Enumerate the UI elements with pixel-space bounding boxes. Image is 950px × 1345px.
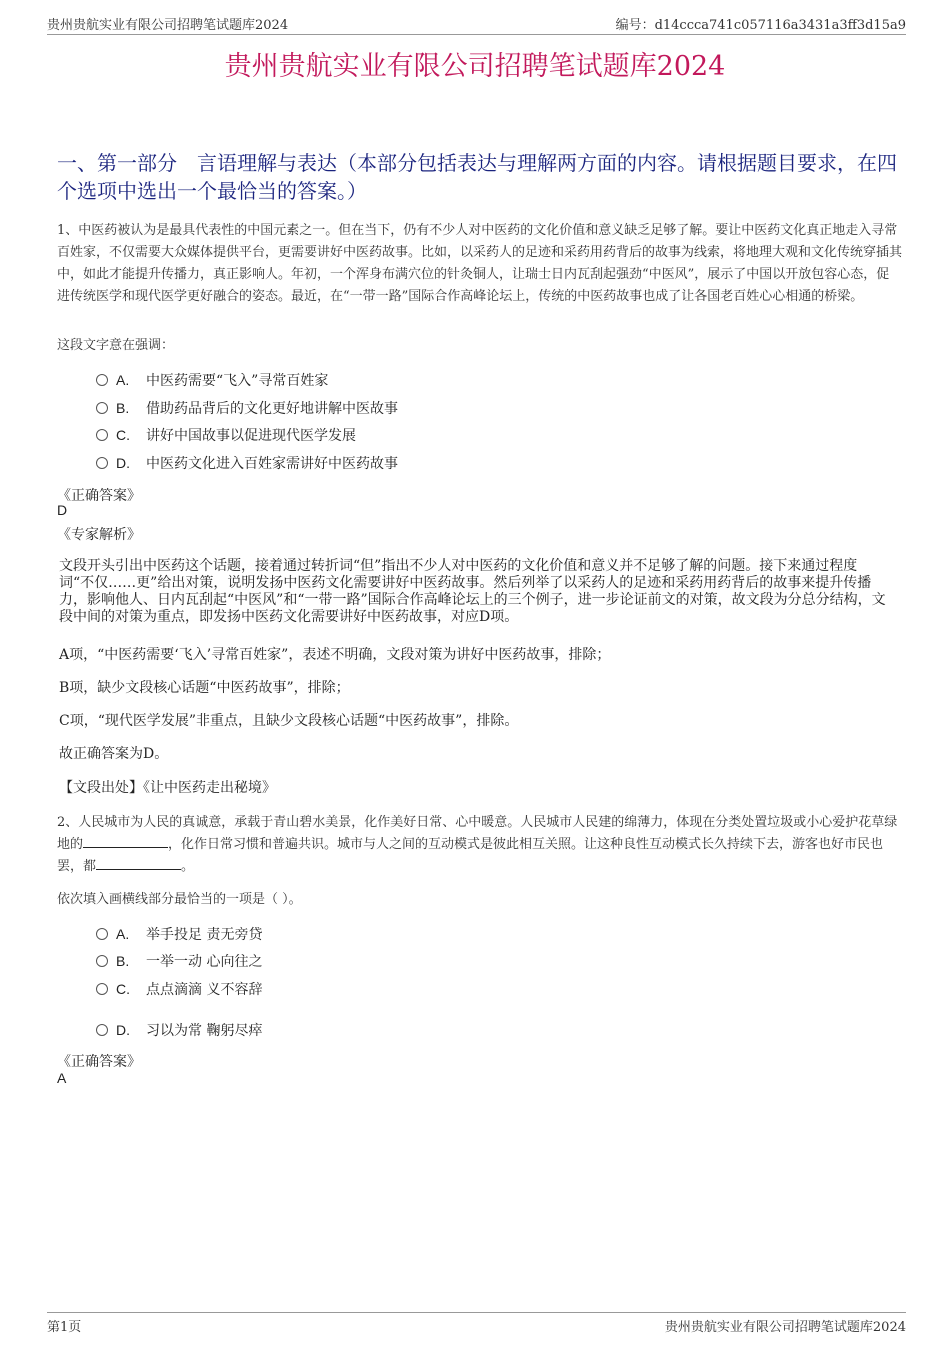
page-number: 第1页 — [47, 1320, 82, 1335]
q1-analysis-label: 《专家解析》 — [57, 527, 141, 543]
q2-option-a[interactable]: A. 举手投足 责无旁贷 — [96, 924, 262, 944]
radio-icon[interactable] — [96, 457, 108, 469]
q1-answer-label: 《正确答案》 — [57, 488, 141, 504]
radio-icon[interactable] — [96, 429, 108, 441]
question-1-text: 1、中医药被认为是最具代表性的中国元素之一。但在当下，仍有不少人对中医药的文化价值和意义缺乏足够了解。要让中医药文化真正地走入寻常百姓家，不仅需要大众媒体提供平台，更需要讲好中医药故事。比如，以采药人的足迹和采药用药背后的故事为线索，将地理大观和文化传统穿插其中，如此才能提升传播力，真正影响人。年初，一个浑身布满穴位的针灸铜人，让瑞士日内瓦刮起强劲“中医风”，展示了中国以开放包容心态，促进传统医学和现代医学更好融合的姿态。最近，在“一带一路”国际合作高峰论坛上，传统的中医药故事也成了让各国老百姓心心相通的桥梁。 — [57, 223, 903, 304]
q2-answer-label: 《正确答案》 — [57, 1054, 141, 1070]
q1-option-d[interactable]: D. 中医药文化进入百姓家需讲好中医药故事 — [96, 453, 398, 473]
footer-title: 贵州贵航实业有限公司招聘笔试题库2024 — [664, 1320, 906, 1335]
q1-analysis-c: C项，“现代医学发展”非重点，且缺少文段核心话题“中医药故事”，排除。 — [59, 713, 519, 729]
fill-blank-2 — [96, 857, 181, 870]
q1-option-a[interactable]: A. 中医药需要“飞入”寻常百姓家 — [96, 370, 328, 390]
q2-option-c[interactable]: C. 点点滴滴 义不容辞 — [96, 979, 262, 999]
question-1-prompt: 这段文字意在强调： — [57, 338, 175, 353]
radio-icon[interactable] — [96, 955, 108, 967]
q1-option-b[interactable]: B. 借助药品背后的文化更好地讲解中医故事 — [96, 398, 398, 418]
section-heading: 一、第一部分 言语理解与表达（本部分包括表达与理解两方面的内容。请根据题目要求，在四个选项中选出一个最恰当的答案。） — [57, 151, 897, 203]
q2-option-b[interactable]: B. 一举一动 心向往之 — [96, 951, 262, 971]
radio-icon[interactable] — [96, 928, 108, 940]
header-left-title: 贵州贵航实业有限公司招聘笔试题库2024 — [47, 18, 289, 33]
q2-option-d[interactable]: D. 习以为常 鞠躬尽瘁 — [96, 1020, 262, 1040]
q1-source: 【文段出处】《让中医药走出秘境》 — [59, 780, 276, 796]
radio-icon[interactable] — [96, 374, 108, 386]
q1-analysis: 文段开头引出中医药这个话题，接着通过转折词“但”指出不少人对中医药的文化价值和意义并不足够了解的问题。接下来通过程度词“不仅……更”给出对策，说明发扬中医药文化需要讲好中医药故事。然后列举了以采药人的足迹和采药用药背后的故事来提升传播力，影响他人、日内瓦刮起“中医风”和“一带一路”国际合作高峰论坛上的三个例子，进一步论证前文的对策，故文段为分总分结构，文段中间的对策为重点，即发扬中医药文化需要讲好中医药故事，对应D项。 — [59, 558, 886, 625]
q1-analysis-a: A项，“中医药需要‘飞入’寻常百姓家”，表述不明确，文段对策为讲好中医药故事，排除； — [59, 647, 611, 663]
q1-conclusion: 故正确答案为D。 — [59, 746, 169, 762]
fill-blank-1 — [83, 835, 168, 848]
page-footer — [47, 1312, 906, 1335]
radio-icon[interactable] — [96, 983, 108, 995]
q1-answer: D — [57, 502, 68, 518]
radio-icon[interactable] — [96, 1024, 108, 1036]
q1-analysis-b: B项，缺少文段核心话题“中医药故事”，排除； — [59, 680, 350, 696]
page-header — [47, 14, 906, 35]
header-document-id: 编号：d14ccca741c057116a3431a3ff3d15a9 — [615, 18, 906, 33]
q1-option-c[interactable]: C. 讲好中国故事以促进现代医学发展 — [96, 425, 356, 445]
page-title: 贵州贵航实业有限公司招聘笔试题库2024 — [224, 51, 726, 82]
question-2-text: 2、人民城市为人民的真诚意，承载于青山碧水美景，化作美好日常、心中暖意。人民城市人民建的绵薄力，体现在分类处置垃圾或小心爱护花草绿地的 ，化作日常习惯和普遍共识。城市与人之间的互动模式是彼此相互关照。让这种良性互动模式长久持续下去，游客也好市民也罢，都 。 — [57, 815, 898, 874]
q2-answer: A — [57, 1070, 67, 1086]
radio-icon[interactable] — [96, 402, 108, 414]
question-2-prompt: 依次填入画横线部分最恰当的一项是（ ）。 — [57, 892, 302, 907]
